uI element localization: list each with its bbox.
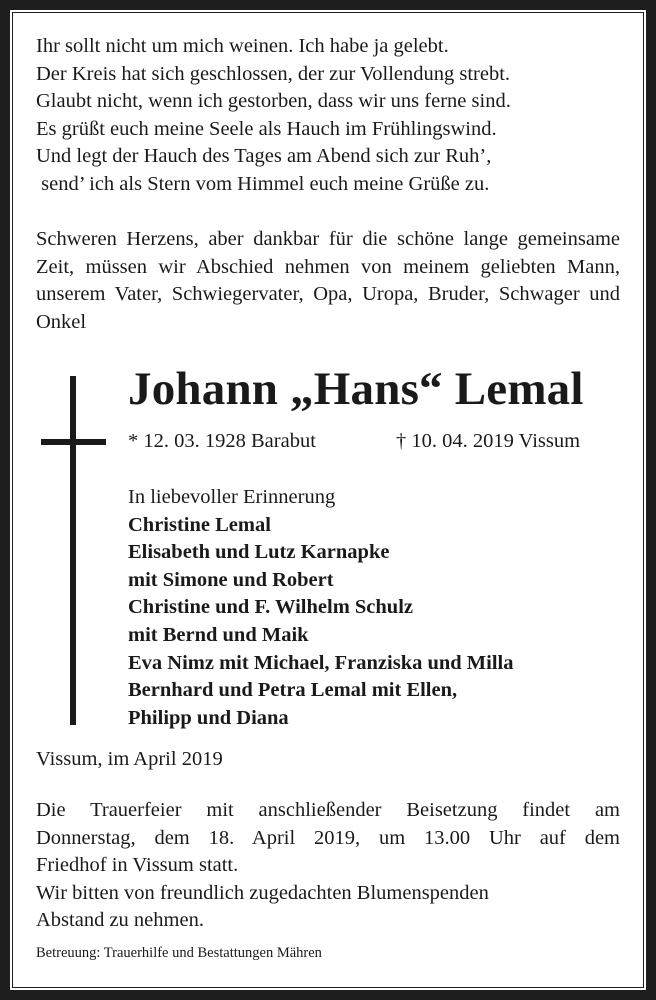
poem-line: Es grüßt euch meine Seele als Hauch im Frühlingswind. — [36, 117, 497, 140]
intro-text: Schweren Herzens, aber dankbar für die schöne lange gemeinsame Zeit, müssen wir Abschied nehmen von meinem geliebten Mann, unserem Vater, Schwiegervater, Opa, Uropa, Bruder, Schwager und Onkel — [36, 228, 620, 333]
funeral-service-notice — [36, 797, 620, 935]
cross-icon-bar — [41, 439, 106, 445]
mourner-line: Christine Lemal — [128, 513, 271, 536]
mourners-list — [128, 484, 618, 732]
service-line: Abstand zu nehmen. — [36, 909, 204, 931]
funeral-home-credit: Betreuung: Trauerhilfe und Bestattungen Mähren — [36, 945, 322, 961]
deceased-name: Johann „Hans“ Lemal — [128, 363, 584, 415]
mourner-line: Bernhard und Petra Lemal mit Ellen, — [128, 679, 458, 702]
service-line: Friedhof in Vissum statt. — [36, 854, 239, 876]
service-line: Donnerstag, dem 18. April 2019, um 13.00 Uhr auf dem — [36, 826, 620, 849]
memory-line: In liebevoller Erinnerung — [128, 486, 336, 508]
mourner-line: Elisabeth und Lutz Karnapke — [128, 541, 390, 564]
poem — [36, 33, 626, 198]
poem-line: Ihr sollt nicht um mich weinen. Ich habe ja gelebt. — [36, 35, 449, 57]
poem-line: Glaubt nicht, wenn ich gestorben, dass wir uns ferne sind. — [36, 90, 511, 112]
mourner-line: Philipp und Diana — [128, 706, 289, 729]
poem-line: Der Kreis hat sich geschlossen, der zur Vollendung strebt. — [36, 62, 511, 85]
death-date: † 10. 04. 2019 Vissum — [396, 430, 581, 452]
birth-date: * 12. 03. 1928 Barabut — [128, 430, 316, 452]
cross-icon — [70, 376, 76, 725]
service-line: Die Trauerfeier mit anschließender Beisetzung findet am — [36, 799, 620, 821]
mourner-line: Christine und F. Wilhelm Schulz — [128, 596, 413, 619]
service-line: Wir bitten von freundlich zugedachten Blumenspenden — [36, 881, 489, 904]
mourner-line: Eva Nimz mit Michael, Franziska und Milla — [128, 651, 514, 674]
place-date: Vissum, im April 2019 — [36, 748, 223, 770]
poem-line: Und legt der Hauch des Tages am Abend sich zur Ruh’, — [36, 145, 492, 167]
mourner-line: mit Simone und Robert — [128, 568, 334, 591]
mourner-line: mit Bernd und Maik — [128, 623, 309, 646]
poem-line: send’ ich als Stern vom Himmel euch meine Grüße zu. — [36, 172, 490, 195]
